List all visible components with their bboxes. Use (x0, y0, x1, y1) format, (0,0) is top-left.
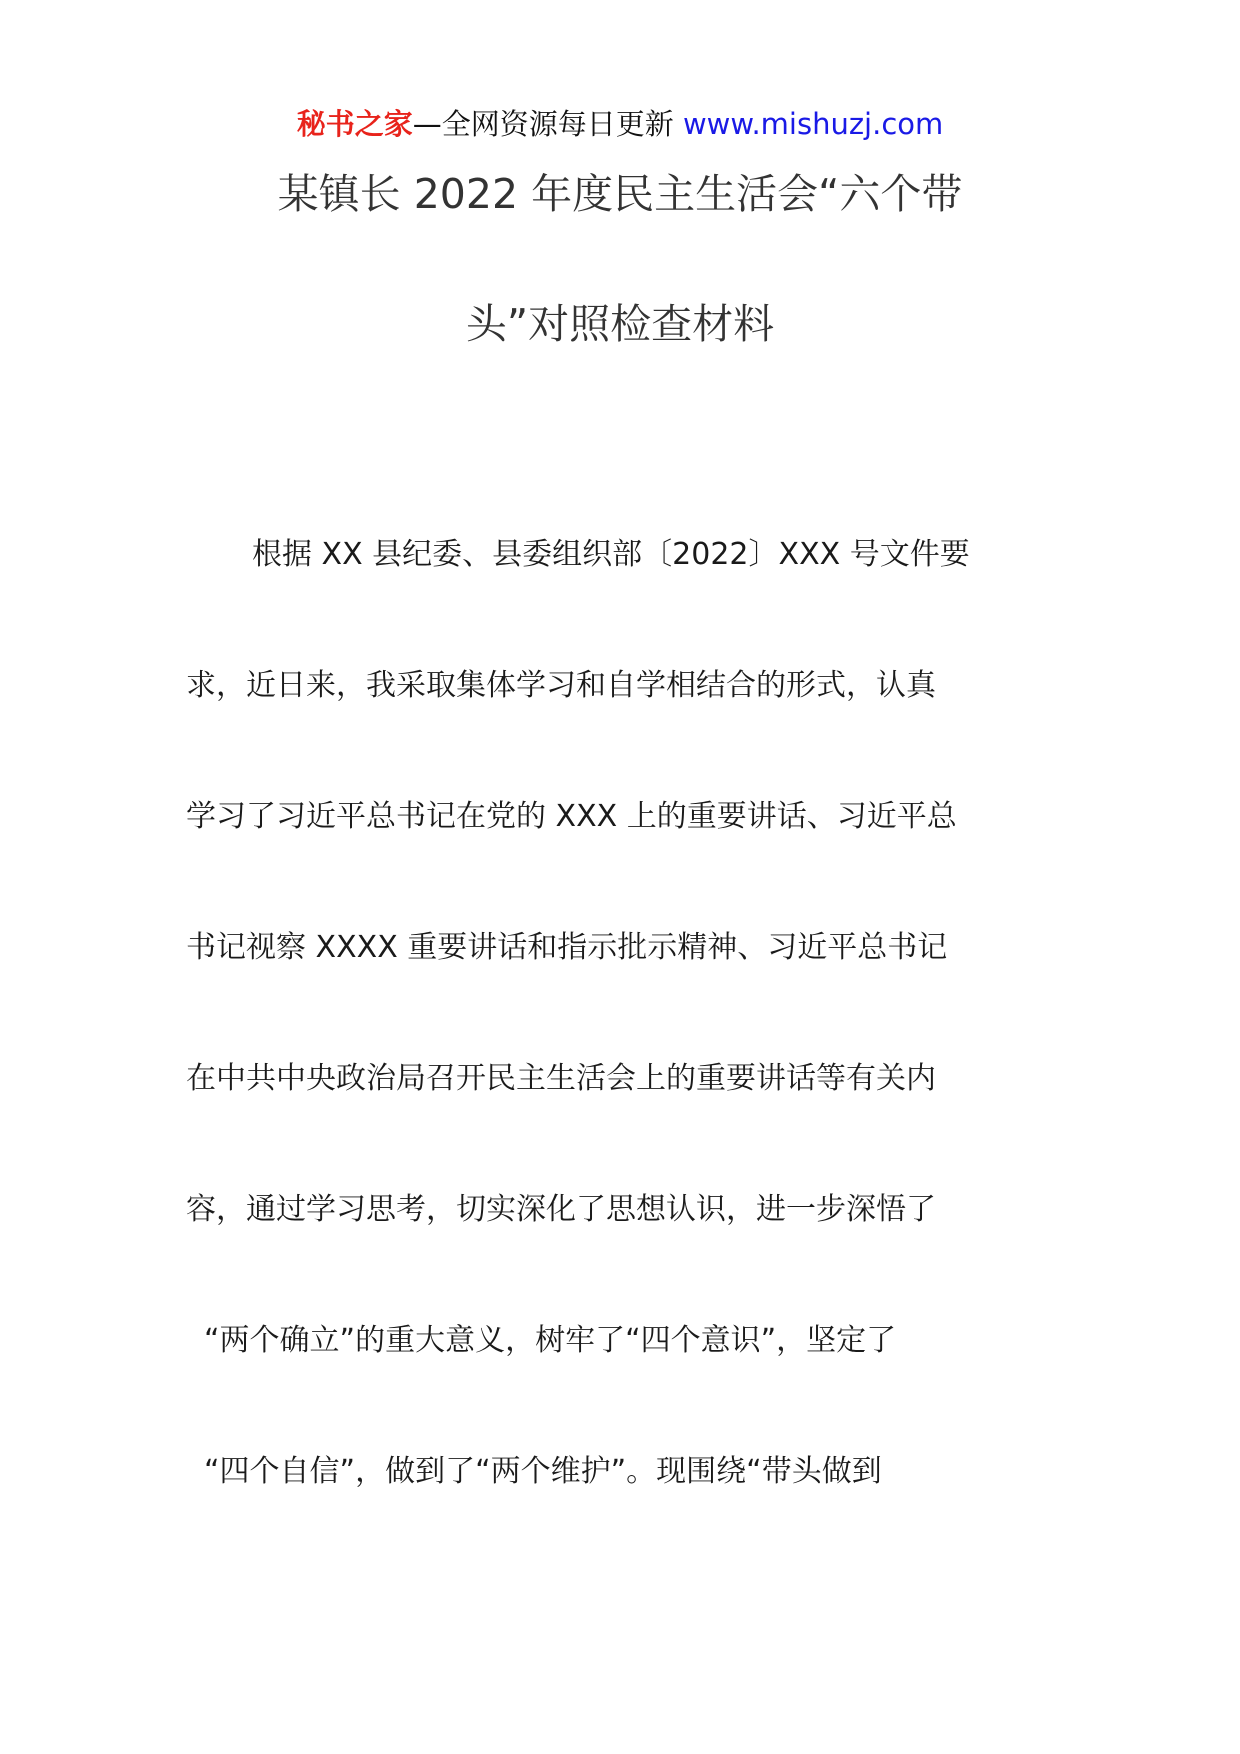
brand-name: 秘书之家 (296, 107, 413, 141)
site-url-link[interactable]: www.mishuzj.com (682, 107, 944, 141)
header-tagline: —全网资源每日更新 (412, 107, 683, 141)
body-text-line: 书记视察 XXXX 重要讲话和指示批示精神、习近平总书记 (186, 930, 948, 965)
body-text-line: 在中共中央政治局召开民主生活会上的重要讲话等有关内 (186, 1061, 936, 1096)
body-text-line: 容，通过学习思考，切实深化了思想认识，进一步深悟了 (186, 1192, 936, 1227)
document-title-line-1: 某镇长 2022 年度民主生活会“六个带 (277, 170, 963, 218)
body-text-line: 根据 XX 县纪委、县委组织部〔2022〕XXX 号文件要 (252, 537, 970, 572)
body-text-line: 学习了习近平总书记在党的 XXX 上的重要讲话、习近平总 (186, 799, 957, 834)
body-text-line: 求，近日来，我采取集体学习和自学相结合的形式，认真 (186, 668, 936, 703)
body-text-line: “两个确立”的重大意义，树牢了“四个意识”，坚定了 (204, 1323, 897, 1358)
site-header (0, 104, 1240, 144)
document-title-line-2: 头”对照检查材料 (465, 300, 775, 348)
body-text-line: “四个自信”，做到了“两个维护”。现围绕“带头做到 (204, 1454, 882, 1489)
